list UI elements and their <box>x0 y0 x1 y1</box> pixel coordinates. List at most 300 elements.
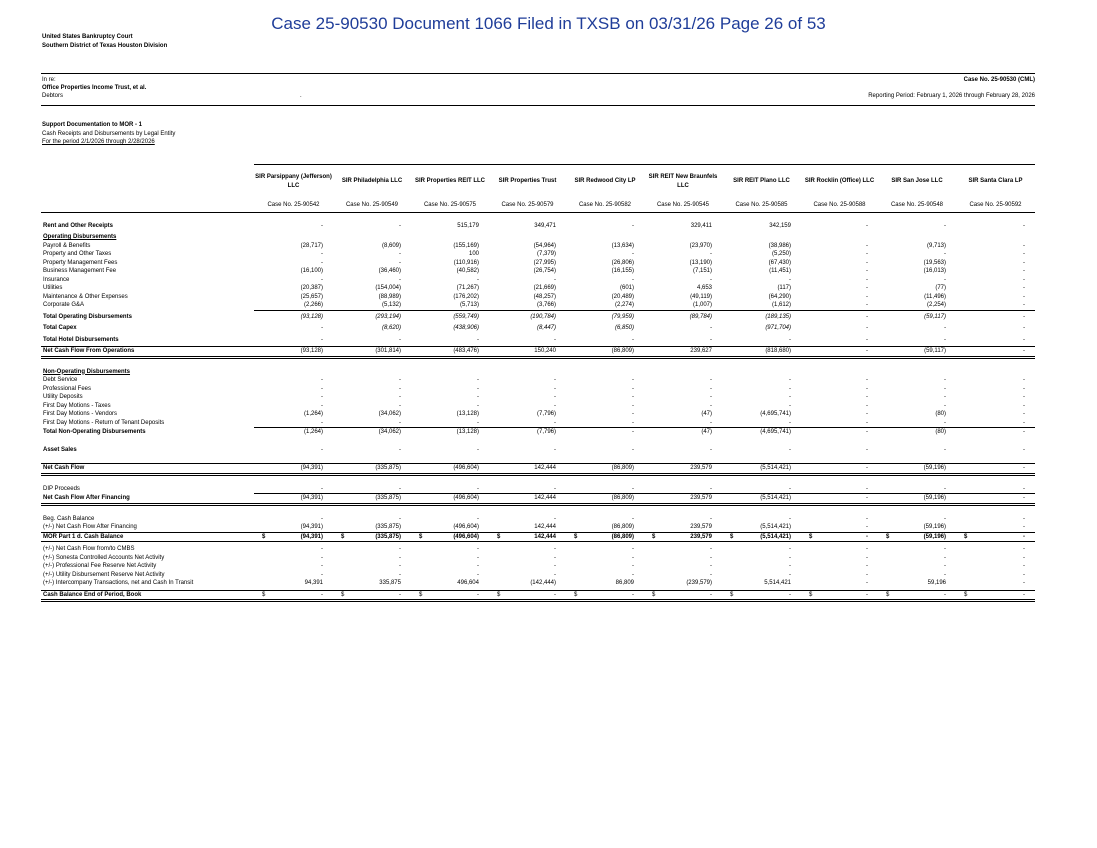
cell-value: - <box>1023 268 1025 274</box>
support-period: For the period 2/1/2026 through 2/28/2026 <box>42 139 155 145</box>
cell-value: - <box>866 251 868 257</box>
cell-value: - <box>1023 580 1025 586</box>
cell-value: - <box>477 546 479 552</box>
table-cell <box>333 485 411 494</box>
table-cell <box>566 545 644 554</box>
table-cell <box>411 259 489 268</box>
table-cell <box>566 250 644 259</box>
table-cell <box>956 419 1035 428</box>
cell-value: (5,514,421) <box>760 495 791 501</box>
cell-value: 142,444 <box>534 495 556 501</box>
table-cell <box>644 313 722 322</box>
table-cell <box>333 571 411 580</box>
table-cell <box>956 464 1035 475</box>
cell-value: - <box>1023 325 1025 331</box>
table-cell <box>956 545 1035 554</box>
table-cell <box>489 523 566 532</box>
table-cell <box>411 301 489 310</box>
table-cell <box>722 347 801 358</box>
cell-value: - <box>554 276 556 283</box>
cell-value: - <box>399 402 401 409</box>
cell-value: (88,989) <box>378 293 401 300</box>
table-cell <box>644 284 722 293</box>
cell-value: - <box>399 591 401 598</box>
cell-value: - <box>321 419 323 426</box>
column-header: SIR San Jose LLC <box>878 165 956 199</box>
table-cell <box>956 428 1035 437</box>
row-label: Rent and Other Receipts <box>43 222 114 229</box>
cell-value: - <box>710 325 712 331</box>
currency-symbol: $ <box>497 591 501 598</box>
cell-value: - <box>477 385 479 392</box>
table-cell <box>722 515 801 524</box>
cell-value: (47) <box>701 411 712 417</box>
cell-value: (3,766) <box>536 302 556 308</box>
cell-value: - <box>710 515 712 522</box>
cell-value: (239,579) <box>686 580 712 586</box>
cell-value: - <box>866 377 868 383</box>
cell-value: (21,669) <box>533 285 556 291</box>
cell-value: - <box>321 446 323 453</box>
table-row <box>41 446 1035 455</box>
cell-value: (28,717) <box>300 242 323 249</box>
cell-value: (13,190) <box>689 259 712 266</box>
table-cell <box>254 276 333 285</box>
table-cell <box>801 579 878 588</box>
column-header: SIR Properties REIT LLC <box>411 165 489 199</box>
table-cell <box>411 523 489 532</box>
cell-value: - <box>554 419 556 426</box>
table-cell <box>333 242 411 251</box>
table-cell <box>644 250 722 259</box>
table-cell <box>722 284 801 293</box>
cell-value: - <box>632 571 634 578</box>
cell-value: - <box>399 222 401 229</box>
cell-value: - <box>944 402 946 409</box>
table-cell <box>801 532 878 542</box>
cell-value: - <box>710 546 712 552</box>
cell-value: - <box>866 411 868 417</box>
table-cell <box>566 590 644 601</box>
cell-value: (59,117) <box>924 348 946 354</box>
cell-value: - <box>632 251 634 257</box>
cell-value: (94,391) <box>300 495 323 501</box>
cell-value: (80) <box>935 411 946 417</box>
table-row <box>41 284 1035 293</box>
cell-value: - <box>1023 348 1025 354</box>
column-case-number: Case No. 25-90542 <box>254 198 333 212</box>
cell-value: (190,784) <box>530 313 556 320</box>
cell-value: (117) <box>777 285 791 291</box>
table-cell <box>801 545 878 554</box>
row-label: Property and Other Taxes <box>43 251 112 257</box>
currency-symbol: $ <box>341 533 345 540</box>
cash-flow-table <box>41 164 1035 602</box>
cell-value: - <box>866 515 868 522</box>
spacer-cell <box>41 357 1035 368</box>
spacer-row <box>41 212 1035 222</box>
court-line-1: United States Bankruptcy Court <box>42 34 133 40</box>
table-cell <box>566 446 644 455</box>
table-cell <box>878 233 956 242</box>
table-cell <box>489 428 566 437</box>
table-cell <box>411 267 489 276</box>
spacer-cell <box>41 437 1035 446</box>
table-row <box>41 410 1035 419</box>
cell-value: - <box>944 571 946 578</box>
table-cell <box>254 545 333 554</box>
cell-value: (11,496) <box>924 293 946 300</box>
cell-value: - <box>554 591 556 598</box>
table-cell <box>801 347 878 358</box>
currency-symbol: $ <box>574 591 578 598</box>
row-label: (+/-) Net Cash Flow from/to CMBS <box>43 546 135 552</box>
cell-value: - <box>866 222 868 229</box>
cell-value: - <box>710 377 712 383</box>
table-cell <box>254 571 333 580</box>
cell-value: (16,100) <box>300 268 323 274</box>
cell-value: (34,062) <box>378 411 401 417</box>
table-cell <box>722 545 801 554</box>
table-row <box>41 419 1035 428</box>
table-cell <box>411 419 489 428</box>
cell-value: - <box>321 546 323 552</box>
table-row <box>41 562 1035 571</box>
table-cell <box>956 242 1035 251</box>
table-cell <box>878 523 956 532</box>
cell-value: - <box>477 571 479 578</box>
cell-value: - <box>944 394 946 400</box>
cell-value: - <box>399 563 401 569</box>
table-cell <box>411 242 489 251</box>
table-cell <box>333 494 411 505</box>
cell-value: (335,875) <box>375 465 401 471</box>
cell-value: - <box>710 485 712 492</box>
table-cell <box>254 293 333 302</box>
cell-value: (5,713) <box>459 302 479 308</box>
cell-value: 239,627 <box>690 348 712 354</box>
table-row <box>41 259 1035 268</box>
table-cell <box>801 554 878 563</box>
cell-value: (13,634) <box>611 242 634 249</box>
case-number: Case No. 25-90530 (CML) <box>963 77 1035 83</box>
table-cell <box>878 571 956 580</box>
row-label: (+/-) Professional Fee Reserve Net Activity <box>43 563 157 569</box>
cell-value: 239,579 <box>690 495 712 501</box>
cell-value: (1,264) <box>303 411 323 417</box>
row-label: First Day Motions - Return of Tenant Deposits <box>43 419 165 426</box>
table-row <box>41 293 1035 302</box>
table-cell <box>722 233 801 242</box>
row-label: Professional Fees <box>43 385 92 392</box>
cell-value: - <box>399 251 401 257</box>
row-label: Cash Balance End of Period, Book <box>41 590 254 601</box>
table-cell <box>254 347 333 358</box>
cell-value: 142,444 <box>534 524 556 530</box>
cell-value: - <box>321 377 323 383</box>
cell-value: (176,202) <box>453 293 479 300</box>
table-cell <box>254 368 333 377</box>
cell-value: (496,604) <box>453 495 479 501</box>
table-cell <box>489 579 566 588</box>
cell-value: - <box>866 259 868 266</box>
cell-value: (5,250) <box>771 251 791 257</box>
table-cell <box>722 554 801 563</box>
cell-value: (5,514,421) <box>760 533 791 540</box>
table-cell <box>566 376 644 385</box>
cell-value: (142,444) <box>530 580 556 586</box>
table-cell <box>566 222 644 231</box>
table-cell <box>801 402 878 411</box>
cell-value: (8,620) <box>381 325 401 331</box>
table-cell <box>411 494 489 505</box>
table-cell <box>644 579 722 588</box>
table-cell <box>878 284 956 293</box>
cell-value: 59,196 <box>927 580 946 586</box>
cell-value: (20,387) <box>300 285 323 291</box>
table-cell <box>566 562 644 571</box>
table-cell <box>878 532 956 542</box>
cell-value: - <box>944 446 946 453</box>
table-cell <box>566 523 644 532</box>
cell-value: - <box>1023 336 1025 343</box>
table-row <box>41 464 1035 475</box>
table-cell <box>333 554 411 563</box>
table-cell <box>644 385 722 394</box>
cell-value: 100 <box>468 251 479 257</box>
cell-value: - <box>632 485 634 492</box>
cell-value: - <box>477 394 479 400</box>
table-cell <box>333 446 411 455</box>
cell-value: - <box>399 546 401 552</box>
table-row <box>41 324 1035 333</box>
cell-value: (93,128) <box>300 348 323 354</box>
cell-value: - <box>1023 293 1025 300</box>
cell-value: (19,563) <box>923 259 946 266</box>
stray-mark: . <box>300 93 302 99</box>
cell-value: (25,657) <box>300 293 323 300</box>
cell-value: - <box>399 446 401 453</box>
table-cell <box>566 267 644 276</box>
cell-value: - <box>789 276 791 283</box>
table-cell <box>566 428 644 437</box>
spacer-row <box>41 357 1035 368</box>
court-line-2: Southern District of Texas Houston Division <box>42 43 168 49</box>
cell-value: - <box>866 348 868 354</box>
table-cell <box>722 336 801 345</box>
table-cell <box>722 376 801 385</box>
cell-value: 349,471 <box>534 222 556 229</box>
spacer-row <box>41 504 1035 515</box>
cell-value: - <box>789 546 791 552</box>
table-cell <box>411 402 489 411</box>
table-cell <box>566 259 644 268</box>
case-number-block <box>868 76 1035 100</box>
cell-value: 94,391 <box>304 580 323 586</box>
table-row <box>41 301 1035 310</box>
cell-value: (5,514,421) <box>760 524 791 530</box>
table-cell <box>489 393 566 402</box>
table-cell <box>878 419 956 428</box>
cell-value: - <box>789 515 791 522</box>
row-label: Operating Disbursements <box>43 234 117 240</box>
column-header: SIR Redwood City LP <box>566 165 644 199</box>
row-label: Total Non-Operating Disbursements <box>43 428 146 435</box>
row-label: Total Capex <box>43 325 77 331</box>
table-cell <box>254 250 333 259</box>
table-cell <box>254 242 333 251</box>
cell-value: (13,128) <box>456 429 479 435</box>
cell-value: - <box>399 377 401 383</box>
cell-value: - <box>554 385 556 392</box>
cell-value: - <box>554 571 556 578</box>
cell-value: - <box>477 377 479 383</box>
table-cell <box>254 446 333 455</box>
cell-value: - <box>866 495 868 501</box>
cell-value: - <box>789 394 791 400</box>
spacer-cell <box>41 474 1035 485</box>
cell-value: 239,579 <box>690 524 712 530</box>
table-cell <box>566 554 644 563</box>
table-cell <box>566 336 644 345</box>
table-cell <box>566 515 644 524</box>
table-cell <box>489 284 566 293</box>
table-cell <box>254 419 333 428</box>
table-cell <box>489 242 566 251</box>
cell-value: (1,264) <box>303 429 323 435</box>
cell-value: - <box>789 485 791 492</box>
table-cell <box>956 571 1035 580</box>
table-cell <box>644 324 722 333</box>
table-cell <box>566 393 644 402</box>
cell-value: (94,391) <box>300 524 323 530</box>
table-cell <box>956 233 1035 242</box>
cell-value: - <box>321 485 323 492</box>
table-cell <box>333 368 411 377</box>
cell-value: (77) <box>935 285 946 291</box>
table-cell <box>254 590 333 601</box>
table-cell <box>254 402 333 411</box>
table-cell <box>411 579 489 588</box>
table-cell <box>722 419 801 428</box>
cell-value: - <box>789 385 791 392</box>
cell-value: - <box>866 336 868 343</box>
spacer-cell <box>41 504 1035 515</box>
table-cell <box>722 368 801 377</box>
table-cell <box>722 324 801 333</box>
table-cell <box>333 347 411 358</box>
in-re-label: In re: <box>42 77 56 83</box>
row-label: (+/-) Utility Disbursement Reserve Net Activity <box>43 571 165 578</box>
cell-value: (40,582) <box>456 268 479 274</box>
cell-value: - <box>1023 411 1025 417</box>
cell-value: - <box>477 336 479 343</box>
table-cell <box>333 313 411 322</box>
cell-value: - <box>1023 402 1025 409</box>
table-cell <box>956 336 1035 345</box>
table-cell <box>878 393 956 402</box>
table-cell <box>801 590 878 601</box>
cell-value: (335,875) <box>375 524 401 530</box>
table-cell <box>722 242 801 251</box>
cell-value: 142,444 <box>534 533 556 540</box>
cell-value: - <box>632 336 634 343</box>
cell-value: - <box>321 402 323 409</box>
cell-value: - <box>321 222 323 229</box>
table-cell <box>411 222 489 231</box>
cell-value: - <box>944 325 946 331</box>
table-cell <box>566 276 644 285</box>
cell-value: (49,119) <box>690 293 712 300</box>
cell-value: 239,579 <box>690 465 712 471</box>
cell-value: - <box>789 377 791 383</box>
cell-value: (7,796) <box>536 429 556 435</box>
table-cell <box>254 324 333 333</box>
table-row <box>41 554 1035 563</box>
table-cell <box>801 464 878 475</box>
cell-value: - <box>789 571 791 578</box>
table-cell <box>566 347 644 358</box>
table-cell <box>956 562 1035 571</box>
cell-value: - <box>789 446 791 453</box>
row-label: Net Cash Flow After Financing <box>41 494 254 505</box>
table-cell <box>956 446 1035 455</box>
table-cell <box>956 324 1035 333</box>
table-cell <box>722 532 801 542</box>
cell-value: - <box>632 429 634 435</box>
cell-value: (496,604) <box>453 524 479 530</box>
column-header: SIR Philadelphia LLC <box>333 165 411 199</box>
table-cell <box>411 313 489 322</box>
row-label: First Day Motions - Taxes <box>43 402 111 409</box>
table-cell <box>333 562 411 571</box>
cell-value: - <box>944 554 946 561</box>
table-cell <box>489 515 566 524</box>
table-cell <box>878 464 956 475</box>
cell-value: - <box>866 285 868 291</box>
table-cell <box>722 579 801 588</box>
table-cell <box>644 242 722 251</box>
table-cell <box>254 393 333 402</box>
cell-value: - <box>710 336 712 343</box>
table-cell <box>956 267 1035 276</box>
table-cell <box>411 515 489 524</box>
table-cell <box>489 554 566 563</box>
table-cell <box>411 562 489 571</box>
cell-value: - <box>399 259 401 266</box>
cell-value: - <box>477 485 479 492</box>
cell-value: - <box>944 563 946 569</box>
table-cell <box>956 368 1035 377</box>
cell-value: - <box>866 524 868 530</box>
table-cell <box>801 571 878 580</box>
table-cell <box>801 368 878 377</box>
table-cell <box>801 324 878 333</box>
table-cell <box>722 494 801 505</box>
column-case-number: Case No. 25-90588 <box>801 198 878 212</box>
table-row <box>41 590 1035 601</box>
row-label: First Day Motions - Vendors <box>43 411 118 417</box>
table-cell <box>956 376 1035 385</box>
in-re-block <box>42 76 146 100</box>
debtors-label: Debtors <box>42 93 64 99</box>
table-cell <box>489 324 566 333</box>
cell-value: (971,704) <box>765 325 791 331</box>
table-cell <box>722 402 801 411</box>
cell-value: - <box>632 554 634 561</box>
cell-value: (26,754) <box>533 268 556 274</box>
cell-value: - <box>1023 259 1025 266</box>
